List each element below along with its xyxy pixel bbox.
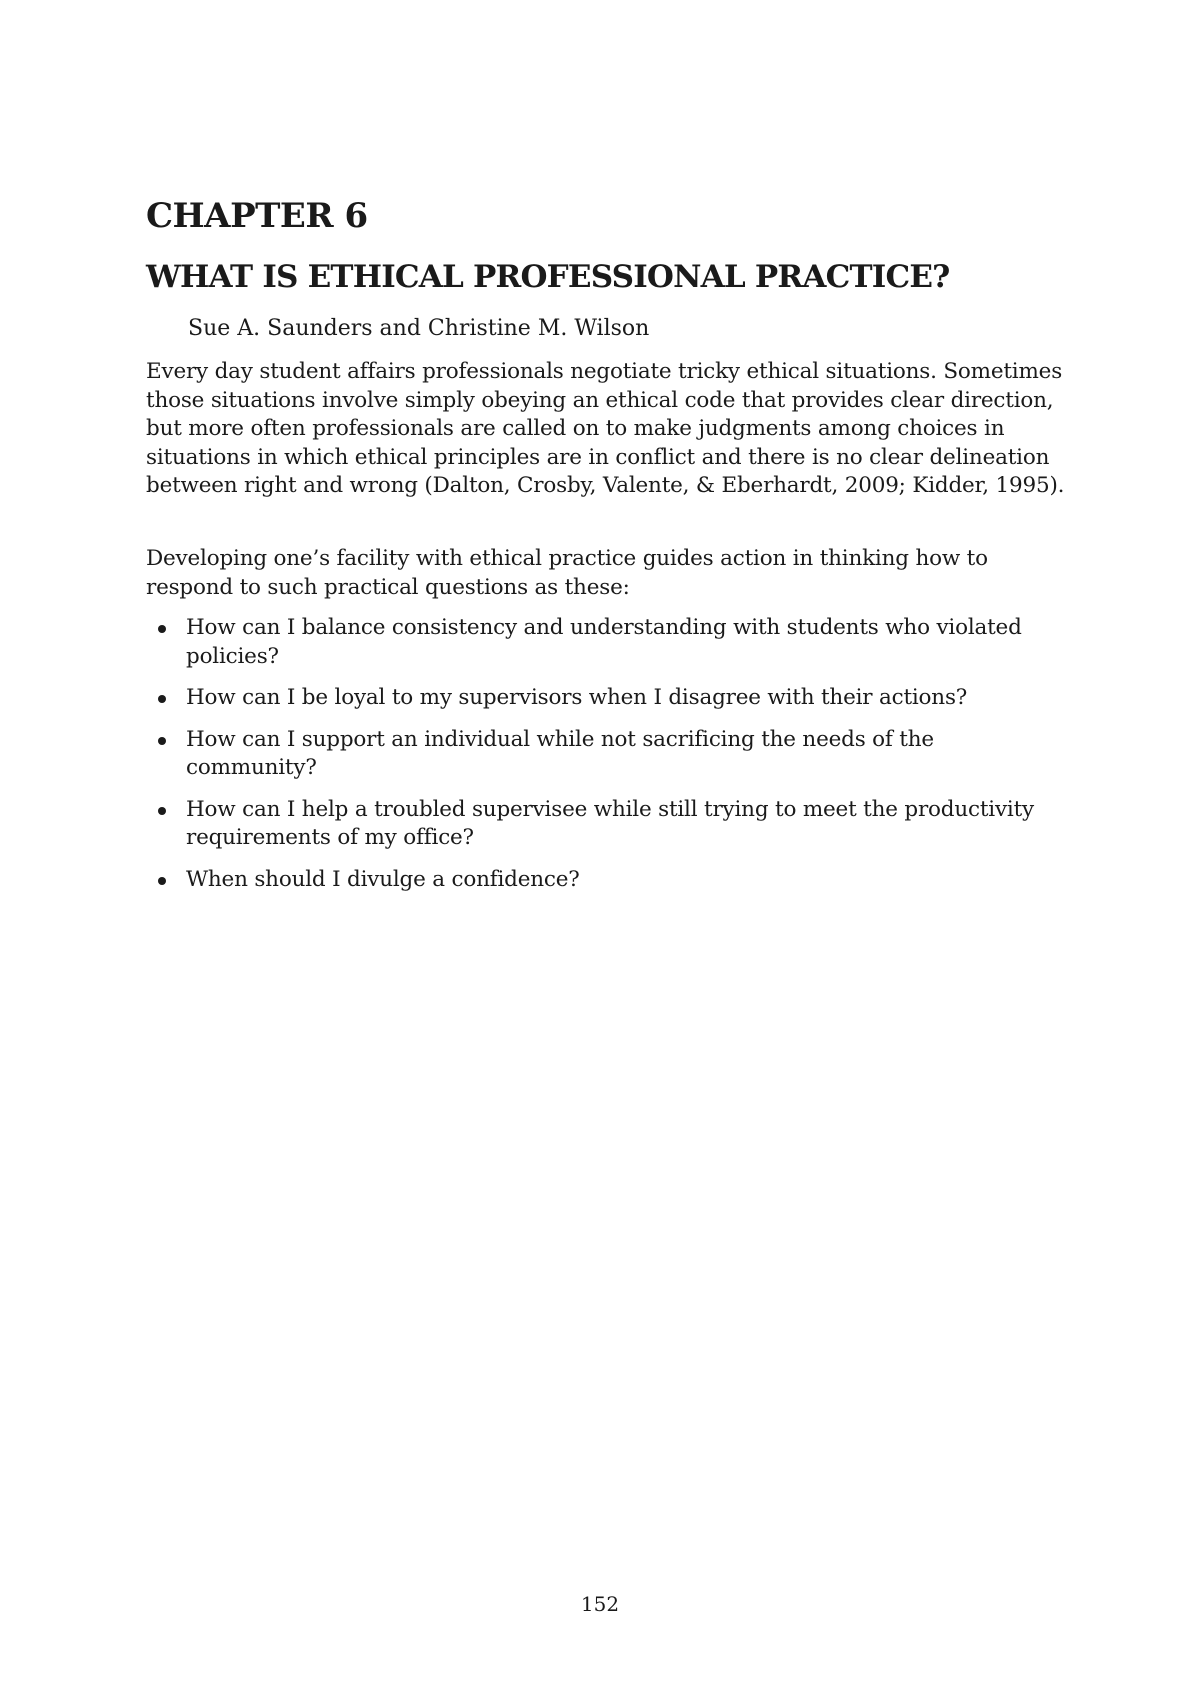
question-text: When should I divulge a confidence? bbox=[186, 866, 580, 892]
question-text: How can I support an individual while not sacrificing the needs of the community? bbox=[186, 726, 934, 780]
bullet-icon bbox=[158, 625, 166, 633]
bullet-icon bbox=[158, 807, 166, 815]
page-number: 152 bbox=[580, 1592, 620, 1616]
intro-paragraph: Every day student affairs professionals negotiate tricky ethical situations. Sometimes those situations involve simply obeying an ethical code that provides clear direction, but more often professionals are called on to make judgments among choices in situations in which ethical principles are in conflict and there is no clear delineation between right and wrong (Dalton, Crosby, Valente, & Eberhardt, 2009; Kidder, 1995). bbox=[146, 359, 1065, 498]
question-item bbox=[146, 614, 1066, 671]
chapter-title: WHAT IS ETHICAL PROFESSIONAL PRACTICE? bbox=[146, 259, 950, 295]
question-item bbox=[146, 684, 1066, 713]
question-item bbox=[146, 726, 1066, 783]
bullet-icon bbox=[158, 737, 166, 745]
question-list bbox=[146, 614, 1066, 907]
question-text: How can I be loyal to my supervisors when I disagree with their actions? bbox=[186, 685, 968, 710]
lead-in-paragraph: Developing one’s facility with ethical practice guides action in thinking how to respond to such practical questions as these: bbox=[146, 546, 988, 600]
bullet-icon bbox=[158, 695, 166, 703]
question-text: How can I balance consistency and understanding with students who violated policies? bbox=[186, 615, 1022, 669]
bullet-icon bbox=[158, 877, 166, 885]
question-text: How can I help a troubled supervisee while still trying to meet the productivity requirements of my office? bbox=[186, 796, 1034, 850]
question-item bbox=[146, 796, 1066, 853]
chapter-authors: Sue A. Saunders and Christine M. Wilson bbox=[188, 316, 650, 341]
chapter-label: CHAPTER 6 bbox=[146, 196, 368, 236]
question-item bbox=[146, 866, 1066, 895]
